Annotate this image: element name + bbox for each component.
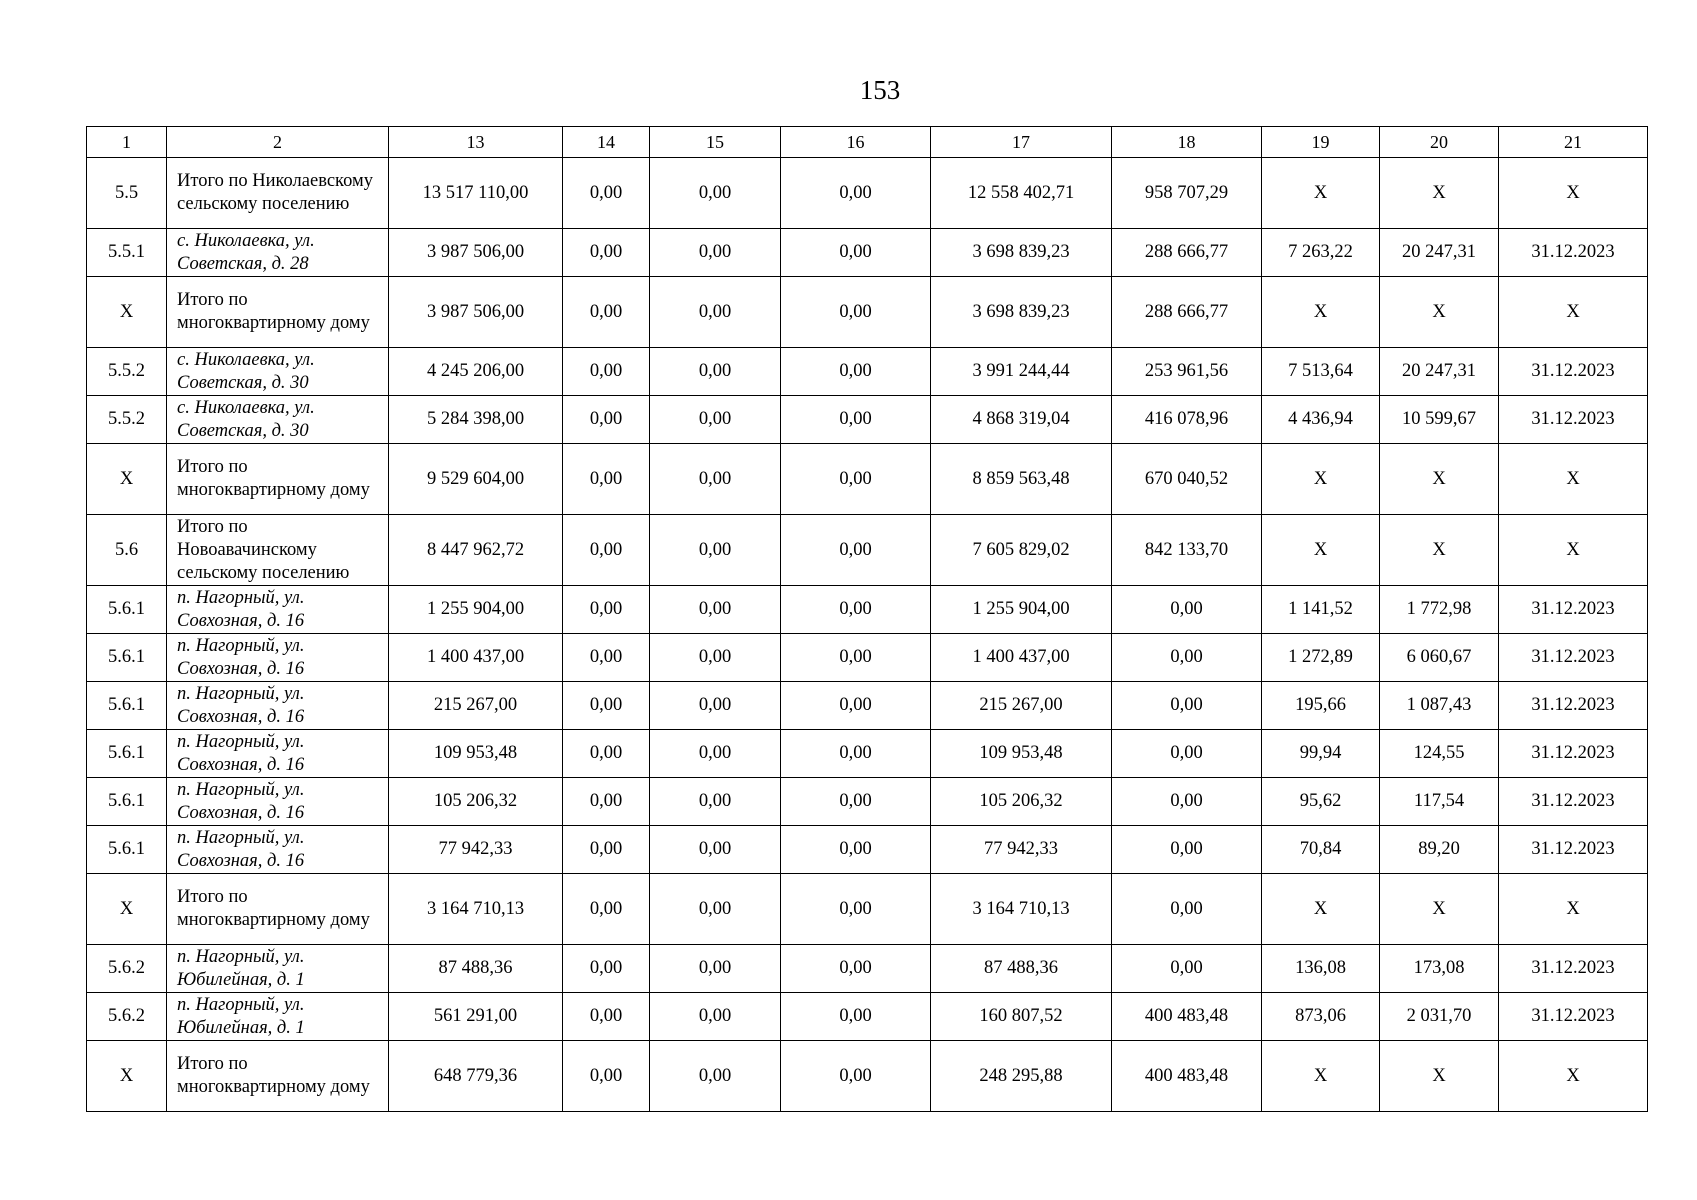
value-cell: 0,00 [650, 945, 781, 993]
row-number-cell: 5.6.1 [87, 634, 167, 682]
value-cell: 215 267,00 [931, 682, 1112, 730]
value-cell: 0,00 [650, 396, 781, 444]
value-cell: 105 206,32 [389, 778, 563, 826]
value-cell: 0,00 [563, 778, 650, 826]
value-cell: 958 707,29 [1112, 158, 1262, 229]
value-cell: 77 942,33 [931, 826, 1112, 874]
value-cell: 0,00 [650, 634, 781, 682]
value-cell: 31.12.2023 [1499, 945, 1648, 993]
value-cell: 0,00 [650, 586, 781, 634]
value-cell: 0,00 [781, 348, 931, 396]
value-cell: 0,00 [563, 444, 650, 515]
value-cell: 99,94 [1262, 730, 1380, 778]
value-cell: 3 987 506,00 [389, 277, 563, 348]
row-number-cell: 5.6 [87, 515, 167, 586]
value-cell: 117,54 [1380, 778, 1499, 826]
value-cell: 400 483,48 [1112, 1041, 1262, 1112]
row-number-cell: 5.5.1 [87, 229, 167, 277]
value-cell: 873,06 [1262, 993, 1380, 1041]
value-cell: 0,00 [563, 229, 650, 277]
value-cell: 4 868 319,04 [931, 396, 1112, 444]
value-cell: 0,00 [563, 1041, 650, 1112]
value-cell: 0,00 [563, 993, 650, 1041]
table-row [87, 993, 1648, 1041]
value-cell: 3 698 839,23 [931, 229, 1112, 277]
value-cell: 400 483,48 [1112, 993, 1262, 1041]
data-table-container [86, 126, 1647, 1112]
value-cell: 0,00 [650, 515, 781, 586]
object-name-cell: с. Николаевка, ул. Советская, д. 28 [167, 229, 389, 277]
column-header: 13 [389, 127, 563, 158]
value-cell: 31.12.2023 [1499, 396, 1648, 444]
value-cell: 0,00 [563, 945, 650, 993]
value-cell: 0,00 [650, 778, 781, 826]
row-number-cell: Х [87, 277, 167, 348]
value-cell: 0,00 [781, 229, 931, 277]
column-header: 15 [650, 127, 781, 158]
table-row [87, 229, 1648, 277]
object-name-cell: п. Нагорный, ул. Совхозная, д. 16 [167, 826, 389, 874]
value-cell: 0,00 [1112, 874, 1262, 945]
value-cell: 0,00 [781, 277, 931, 348]
value-cell: Х [1380, 515, 1499, 586]
value-cell: Х [1499, 158, 1648, 229]
value-cell: 0,00 [781, 682, 931, 730]
value-cell: 0,00 [1112, 586, 1262, 634]
header-row [87, 127, 1648, 158]
value-cell: 3 987 506,00 [389, 229, 563, 277]
value-cell: 31.12.2023 [1499, 730, 1648, 778]
row-number-cell: 5.6.1 [87, 586, 167, 634]
value-cell: 0,00 [650, 826, 781, 874]
value-cell: 8 859 563,48 [931, 444, 1112, 515]
value-cell: 0,00 [650, 682, 781, 730]
object-name-cell: п. Нагорный, ул. Совхозная, д. 16 [167, 682, 389, 730]
object-name-cell: Итого по многоквартирному дому [167, 444, 389, 515]
value-cell: 1 772,98 [1380, 586, 1499, 634]
value-cell: 0,00 [1112, 634, 1262, 682]
object-name-cell: п. Нагорный, ул. Совхозная, д. 16 [167, 730, 389, 778]
value-cell: 31.12.2023 [1499, 826, 1648, 874]
value-cell: 109 953,48 [931, 730, 1112, 778]
value-cell: 253 961,56 [1112, 348, 1262, 396]
value-cell: 0,00 [1112, 826, 1262, 874]
value-cell: 124,55 [1380, 730, 1499, 778]
value-cell: 670 040,52 [1112, 444, 1262, 515]
column-header: 17 [931, 127, 1112, 158]
object-name-cell: п. Нагорный, ул. Совхозная, д. 16 [167, 778, 389, 826]
value-cell: 0,00 [563, 586, 650, 634]
value-cell: 109 953,48 [389, 730, 563, 778]
table-row [87, 277, 1648, 348]
value-cell: Х [1380, 158, 1499, 229]
value-cell: 105 206,32 [931, 778, 1112, 826]
value-cell: 0,00 [781, 874, 931, 945]
value-cell: Х [1262, 515, 1380, 586]
value-cell: 0,00 [781, 778, 931, 826]
value-cell: 87 488,36 [389, 945, 563, 993]
value-cell: 0,00 [1112, 945, 1262, 993]
value-cell: 77 942,33 [389, 826, 563, 874]
table-row [87, 945, 1648, 993]
value-cell: 416 078,96 [1112, 396, 1262, 444]
value-cell: Х [1262, 277, 1380, 348]
value-cell: 0,00 [781, 515, 931, 586]
value-cell: 12 558 402,71 [931, 158, 1112, 229]
value-cell: Х [1499, 1041, 1648, 1112]
value-cell: 9 529 604,00 [389, 444, 563, 515]
column-header: 1 [87, 127, 167, 158]
value-cell: 173,08 [1380, 945, 1499, 993]
value-cell: 95,62 [1262, 778, 1380, 826]
value-cell: 0,00 [781, 158, 931, 229]
value-cell: Х [1499, 277, 1648, 348]
value-cell: 0,00 [563, 396, 650, 444]
column-header: 19 [1262, 127, 1380, 158]
value-cell: 87 488,36 [931, 945, 1112, 993]
value-cell: 3 164 710,13 [389, 874, 563, 945]
value-cell: 195,66 [1262, 682, 1380, 730]
value-cell: 0,00 [563, 277, 650, 348]
value-cell: 4 436,94 [1262, 396, 1380, 444]
value-cell: 0,00 [563, 348, 650, 396]
value-cell: 0,00 [563, 515, 650, 586]
row-number-cell: 5.6.2 [87, 945, 167, 993]
value-cell: Х [1262, 158, 1380, 229]
value-cell: 4 245 206,00 [389, 348, 563, 396]
row-number-cell: Х [87, 1041, 167, 1112]
value-cell: 0,00 [781, 730, 931, 778]
value-cell: Х [1262, 444, 1380, 515]
table-row [87, 730, 1648, 778]
value-cell: 0,00 [650, 1041, 781, 1112]
value-cell: 0,00 [650, 277, 781, 348]
value-cell: Х [1499, 515, 1648, 586]
value-cell: 7 605 829,02 [931, 515, 1112, 586]
table-row [87, 586, 1648, 634]
value-cell: 10 599,67 [1380, 396, 1499, 444]
table-row [87, 826, 1648, 874]
value-cell: 160 807,52 [931, 993, 1112, 1041]
table-row [87, 444, 1648, 515]
value-cell: 0,00 [781, 826, 931, 874]
value-cell: 0,00 [563, 874, 650, 945]
value-cell: 1 400 437,00 [931, 634, 1112, 682]
value-cell: 288 666,77 [1112, 229, 1262, 277]
value-cell: 3 698 839,23 [931, 277, 1112, 348]
value-cell: 31.12.2023 [1499, 586, 1648, 634]
value-cell: 2 031,70 [1380, 993, 1499, 1041]
row-number-cell: 5.6.2 [87, 993, 167, 1041]
value-cell: Х [1380, 444, 1499, 515]
column-header: 16 [781, 127, 931, 158]
object-name-cell: Итого по Николаевскому сельскому поселению [167, 158, 389, 229]
row-number-cell: 5.5.2 [87, 396, 167, 444]
table-row [87, 348, 1648, 396]
value-cell: 288 666,77 [1112, 277, 1262, 348]
value-cell: 0,00 [650, 993, 781, 1041]
value-cell: Х [1499, 874, 1648, 945]
data-table [86, 126, 1648, 1112]
value-cell: 0,00 [1112, 730, 1262, 778]
object-name-cell: п. Нагорный, ул. Юбилейная, д. 1 [167, 945, 389, 993]
value-cell: Х [1380, 874, 1499, 945]
value-cell: 0,00 [563, 730, 650, 778]
value-cell: 1 087,43 [1380, 682, 1499, 730]
table-row [87, 634, 1648, 682]
value-cell: 70,84 [1262, 826, 1380, 874]
column-header: 2 [167, 127, 389, 158]
value-cell: 842 133,70 [1112, 515, 1262, 586]
column-header: 14 [563, 127, 650, 158]
value-cell: 0,00 [781, 444, 931, 515]
value-cell: 0,00 [781, 1041, 931, 1112]
column-header: 20 [1380, 127, 1499, 158]
table-row [87, 682, 1648, 730]
value-cell: 1 141,52 [1262, 586, 1380, 634]
value-cell: 1 400 437,00 [389, 634, 563, 682]
object-name-cell: с. Николаевка, ул. Советская, д. 30 [167, 348, 389, 396]
table-row [87, 874, 1648, 945]
page-number: 153 [859, 75, 901, 105]
value-cell: 0,00 [781, 945, 931, 993]
value-cell: 3 991 244,44 [931, 348, 1112, 396]
value-cell: 0,00 [650, 730, 781, 778]
row-number-cell: Х [87, 874, 167, 945]
row-number-cell: 5.6.1 [87, 778, 167, 826]
value-cell: 1 255 904,00 [931, 586, 1112, 634]
row-number-cell: 5.6.1 [87, 826, 167, 874]
value-cell: 6 060,67 [1380, 634, 1499, 682]
value-cell: 136,08 [1262, 945, 1380, 993]
value-cell: 0,00 [650, 158, 781, 229]
value-cell: Х [1262, 1041, 1380, 1112]
value-cell: 3 164 710,13 [931, 874, 1112, 945]
value-cell: 0,00 [781, 586, 931, 634]
table-row [87, 778, 1648, 826]
value-cell: 0,00 [650, 874, 781, 945]
table-body [87, 127, 1648, 1112]
value-cell: 0,00 [563, 158, 650, 229]
value-cell: 31.12.2023 [1499, 778, 1648, 826]
value-cell: 1 272,89 [1262, 634, 1380, 682]
row-number-cell: Х [87, 444, 167, 515]
table-row [87, 396, 1648, 444]
table-row [87, 515, 1648, 586]
row-number-cell: 5.5 [87, 158, 167, 229]
object-name-cell: п. Нагорный, ул. Совхозная, д. 16 [167, 634, 389, 682]
column-header: 21 [1499, 127, 1648, 158]
object-name-cell: Итого по многоквартирному дому [167, 1041, 389, 1112]
value-cell: 31.12.2023 [1499, 348, 1648, 396]
value-cell: Х [1499, 444, 1648, 515]
value-cell: Х [1262, 874, 1380, 945]
value-cell: 8 447 962,72 [389, 515, 563, 586]
value-cell: 0,00 [563, 682, 650, 730]
row-number-cell: 5.6.1 [87, 682, 167, 730]
value-cell: 20 247,31 [1380, 229, 1499, 277]
value-cell: Х [1380, 1041, 1499, 1112]
value-cell: 0,00 [563, 634, 650, 682]
value-cell: 215 267,00 [389, 682, 563, 730]
object-name-cell: Итого по многоквартирному дому [167, 277, 389, 348]
value-cell: 31.12.2023 [1499, 682, 1648, 730]
value-cell: 0,00 [563, 826, 650, 874]
value-cell: 561 291,00 [389, 993, 563, 1041]
value-cell: 5 284 398,00 [389, 396, 563, 444]
value-cell: 0,00 [781, 634, 931, 682]
value-cell: 0,00 [781, 396, 931, 444]
row-number-cell: 5.5.2 [87, 348, 167, 396]
value-cell: 31.12.2023 [1499, 229, 1648, 277]
value-cell: 0,00 [1112, 778, 1262, 826]
value-cell: 0,00 [650, 444, 781, 515]
value-cell: 248 295,88 [931, 1041, 1112, 1112]
value-cell: 0,00 [650, 348, 781, 396]
column-header: 18 [1112, 127, 1262, 158]
value-cell: 0,00 [781, 993, 931, 1041]
value-cell: 1 255 904,00 [389, 586, 563, 634]
value-cell: 31.12.2023 [1499, 993, 1648, 1041]
value-cell: 20 247,31 [1380, 348, 1499, 396]
value-cell: 89,20 [1380, 826, 1499, 874]
object-name-cell: п. Нагорный, ул. Совхозная, д. 16 [167, 586, 389, 634]
value-cell: 31.12.2023 [1499, 634, 1648, 682]
value-cell: 13 517 110,00 [389, 158, 563, 229]
value-cell: 0,00 [1112, 682, 1262, 730]
object-name-cell: Итого по Новоавачинскому сельскому поселению [167, 515, 389, 586]
object-name-cell: Итого по многоквартирному дому [167, 874, 389, 945]
value-cell: Х [1380, 277, 1499, 348]
table-row [87, 158, 1648, 229]
value-cell: 648 779,36 [389, 1041, 563, 1112]
value-cell: 0,00 [650, 229, 781, 277]
value-cell: 7 263,22 [1262, 229, 1380, 277]
value-cell: 7 513,64 [1262, 348, 1380, 396]
object-name-cell: п. Нагорный, ул. Юбилейная, д. 1 [167, 993, 389, 1041]
row-number-cell: 5.6.1 [87, 730, 167, 778]
table-row [87, 1041, 1648, 1112]
object-name-cell: с. Николаевка, ул. Советская, д. 30 [167, 396, 389, 444]
